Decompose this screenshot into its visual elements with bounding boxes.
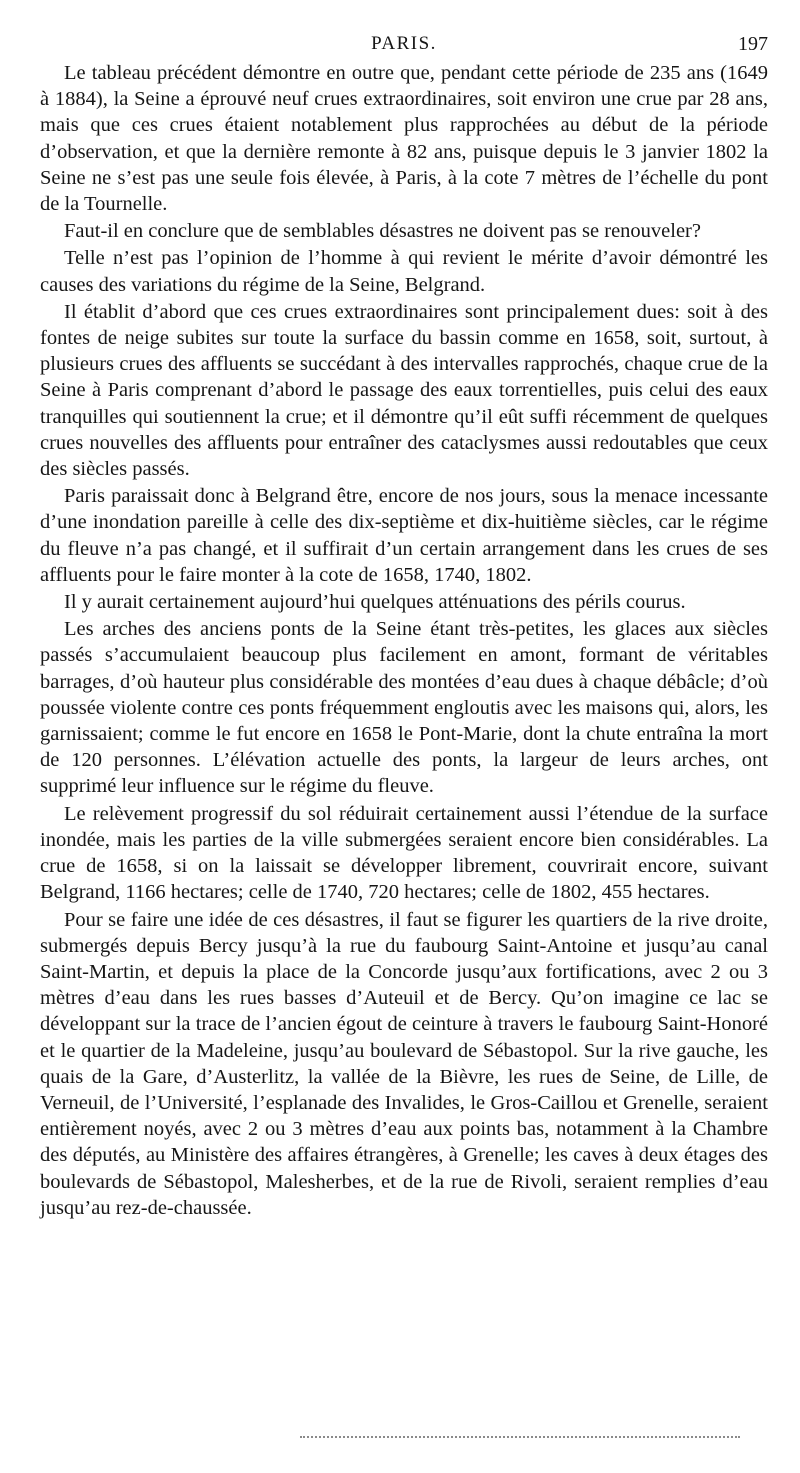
running-title: PARIS.: [371, 33, 437, 54]
bottom-dotted-rule: [300, 1436, 740, 1438]
paragraph-question: Faut-il en conclure que de semblables désastres ne doivent pas se renouveler?: [64, 220, 701, 243]
paragraph-flood-table-summary: Le tableau précédent démontre en outre que, pendant cette période de 235 ans (1649 à 1884), la Seine a éprouvé neuf crues extraordinaires, soit environ une crue par 28 ans, mais que ces crues étaient notablement plus rapprochées au début de la période d’observation, et que la dernière remonte à 82 ans, puisque depuis le 3 janvier 1802 la Seine ne s’est pas une seule fois élevée, à Paris, à la cote 7 mètres de l’échelle du pont de la Tournelle.: [40, 62, 768, 216]
paragraph-ground-raising: Le relèvement progressif du sol réduirait certainement aussi l’étendue de la surface inondée, mais les parties de la ville submergées seraient encore bien considérables. La crue de 1658, si on la laissait se développer librement, couvrirait encore, suivant Belgrand, 1166 hectares; celle de 1740, 720 hectares; celle de 1802, 455 hectares.: [40, 802, 768, 904]
paragraph-flooded-districts: Pour se faire une idée de ces désastres, il faut se figurer les quartiers de la rive droite, submergés depuis Bercy jusqu’à la rue du faubourg Saint-Antoine et jusqu’au canal Saint-Martin, et depuis la place de la Concorde jusqu’aux fortifications, avec 2 ou 3 mètres d’eau dans les rues basses d’Auteuil et de Bercy. Qu’on imagine ce lac se développant sur la trace de l’ancien égout de ceinture à travers le faubourg Saint-Honoré et le quartier de la Madeleine, jusqu’au boulevard de Sébastopol. Sur la rive gauche, les quais de la Gare, d’Austerlitz, la vallée de la Bièvre, les rues de Seine, de Lille, de Verneuil, de l’Université, l’esplanade des Invalides, le Gros-Caillou et Grenelle, seraient entièrement noyés, avec 2 ou 3 mètres d’eau aux points bas, notamment à la Chambre des députés, au Ministère des affaires étrangères, à Grenelle; les caves à deux étages des boulevards de Sébastopol, Malesherbes, et de la rue de Rivoli, seraient remplies d’eau jusqu’au rez-de-chaussée.: [40, 908, 768, 1219]
paragraph-flood-causes: Il établit d’abord que ces crues extraordinaires sont principalement dues: soit à des fontes de neige subites sur toute la surface du bassin comme en 1658, soit, surtout, à plusieurs crues des affluents se succédant à des intervalles rapprochés, chaque crue de la Seine à Paris comprenant d’abord le passage des eaux torrentielles, puis celui des eaux tranquilles qui soutiennent la crue; et il démontre qu’il eût suffi récemment de quelques crues nouvelles des affluents pour entraîner des cataclysmes aussi redoutables que ceux des siècles passés.: [40, 300, 768, 481]
page-number: 197: [738, 33, 768, 55]
paragraph-flood-threat: Paris paraissait donc à Belgrand être, encore de nos jours, sous la menace incessante d’une inondation pareille à celle des dix-septième et dix-huitième siècles, car le régime du fleuve n’a pas changé, et il suffirait d’un certain arrangement dans les crues de ses affluents pour le faire monter à la cote de 1658, 1740, 1802.: [40, 485, 768, 586]
body-text: [40, 60, 768, 1222]
running-head: [40, 30, 768, 58]
paragraph-bridges: Les arches des anciens ponts de la Seine étant très-petites, les glaces aux siècles passés s’accumulaient beaucoup plus facilement en amont, formant de véritables barrages, d’où hauteur plus considérable des montées d’eau dues à chaque débâcle; d’où poussée violente contre ces ponts fréquemment engloutis avec les maisons qui, alors, les garnissaient; comme le fut encore en 1658 le Pont-Marie, dont la chute entraîna la mort de 120 personnes. L’élévation actuelle des ponts, la largeur de leurs arches, ont supprimé leur influence sur le régime du fleuve.: [40, 618, 768, 798]
paragraph-belgrand-opinion: Telle n’est pas l’opinion de l’homme à qui revient le mérite d’avoir démontré les causes des variations du régime de la Seine, Belgrand.: [40, 247, 768, 296]
paragraph-attenuations: Il y aurait certainement aujourd’hui quelques atténuations des périls courus.: [64, 591, 686, 614]
